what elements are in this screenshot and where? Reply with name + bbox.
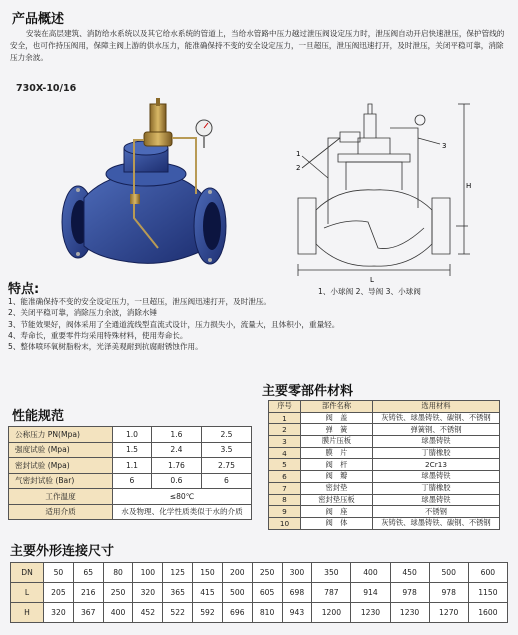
parts-table [268,400,500,530]
cell: 200 [222,563,252,583]
table-row [11,603,508,623]
cell: 810 [252,603,282,623]
cell: 300 [282,563,312,583]
cell: 3.5 [201,442,251,458]
cell: 球墨铸铁 [373,471,500,483]
cell: 696 [222,603,252,623]
cell: 2Cr13 [373,459,500,471]
performance-table [8,426,252,520]
cell: 216 [73,583,103,603]
cell: 2.4 [151,442,201,458]
cell: 522 [163,603,193,623]
cell: 1.5 [113,442,152,458]
row-label: 工作温度 [9,489,113,505]
cell: 密封垫压板 [301,494,373,506]
cell: 阀 杆 [301,459,373,471]
header-cell: 序号 [269,401,301,413]
cell: 500 [429,563,468,583]
cell: 320 [133,583,163,603]
row-label: L [11,583,44,603]
cell: 350 [312,563,351,583]
cell: 1 [269,412,301,424]
cell: 250 [252,563,282,583]
callout-1: 1 [296,150,301,158]
cell: 6 [269,471,301,483]
row-label: 密封试验 (Mpa) [9,458,113,474]
table-row [9,489,252,505]
cell: 1150 [468,583,507,603]
cell: 3 [269,436,301,448]
cell: 1.0 [113,427,152,443]
cell: 2.5 [201,427,251,443]
cell: 丁腈橡胶 [373,447,500,459]
cell: 球墨铸铁 [373,494,500,506]
cell: 943 [282,603,312,623]
table-row [269,517,500,529]
feature-item: 4、寿命长，重要零件均采用特殊材料，使用寿命长。 [8,330,188,340]
table-row [269,412,500,424]
cell: 1200 [312,603,351,623]
feature-item: 3、节能效果好，阀体采用了全通道流线型直流式设计，压力损失小，流量大，且体积小，重量轻。 [8,319,340,329]
cell: 1230 [390,603,429,623]
table-row [9,442,252,458]
cell: 1270 [429,603,468,623]
cell: 914 [351,583,390,603]
performance-title: 性能规范 [12,409,65,424]
cell: 6 [113,473,152,489]
cell: 密封垫 [301,482,373,494]
cell: 1230 [351,603,390,623]
cell: 8 [269,494,301,506]
cell: 5 [269,459,301,471]
dims-title: 主要外形连接尺寸 [10,544,115,559]
table-row [269,459,500,471]
cell: 1.1 [113,458,152,474]
cell: 592 [193,603,223,623]
cell: 阀 盖 [301,412,373,424]
drawing-caption: 1、小球阀 2、导阀 3、小球阀 [318,287,421,296]
cell: 10 [269,517,301,529]
table-row [269,424,500,436]
cell: 50 [44,563,74,583]
cell: 605 [252,583,282,603]
valve-photo [38,98,248,274]
feature-item: 2、关闭平稳可靠，消除压力余波，消除水锤 [8,308,158,318]
cell: 400 [103,603,133,623]
callout-3: 3 [442,142,447,150]
cell: 205 [44,583,74,603]
header-cell: 选用材料 [373,401,500,413]
dim-h-label: H [466,182,472,190]
cell: 100 [133,563,163,583]
parts-title: 主要零部件材料 [262,384,354,399]
cell: 膜片压板 [301,436,373,448]
cell: 250 [103,583,133,603]
cell: 400 [351,563,390,583]
cell: 500 [222,583,252,603]
table-row [269,482,500,494]
cell: 80 [103,563,133,583]
cell: 9 [269,506,301,518]
cell: 978 [390,583,429,603]
cell: 4 [269,447,301,459]
cell: 7 [269,482,301,494]
dims-table [10,562,508,623]
cell: 150 [193,563,223,583]
header-cell: 部件名称 [301,401,373,413]
cell: 600 [468,563,507,583]
cell: 450 [390,563,429,583]
cell: 367 [73,603,103,623]
cell: 弹 簧 [301,424,373,436]
cell: 1.6 [151,427,201,443]
table-row [269,494,500,506]
cell: 1600 [468,603,507,623]
features-title: 特点: [8,282,40,297]
cell: 膜 片 [301,447,373,459]
intro-text: 安装在高层建筑、消防给水系统以及其它给水系统的管道上，当给水管路中压力越过泄压阀设定压力时，泄压阀自动开启快速泄压，保护管线的安全，也可作持压阀用，保障主阀上游的供水压力，能准确保持不变的安全设定压力，一旦超压，泄压阀迅速打开，及时泄压，关闭平稳可靠，消除压力余波。 [10,29,505,62]
table-row [9,504,252,520]
cell: 2.75 [201,458,251,474]
row-label: H [11,603,44,623]
cell: ≤80℃ [113,489,252,505]
cell: 1.76 [151,458,201,474]
cell: 灰铸铁、球墨铸铁、碳钢、不锈钢 [373,517,500,529]
dim-l-label: L [370,276,374,284]
table-row [9,458,252,474]
row-label: DN [11,563,44,583]
model-number: 730X-10/16 [16,83,77,94]
cell: 6 [201,473,251,489]
table-row [9,473,252,489]
feature-item: 1、能准确保持不变的安全设定压力，一旦超压，泄压阀迅速打开，及时泄压。 [8,297,272,306]
callout-2: 2 [296,164,301,172]
table-row [11,583,508,603]
row-label: 适用介质 [9,504,113,520]
cell: 阀 体 [301,517,373,529]
cell: 水及物理、化学性质类似于水的介质 [113,504,252,520]
cell: 不锈钢 [373,506,500,518]
cell: 丁腈橡胶 [373,482,500,494]
cell: 阀 瓣 [301,471,373,483]
intro-title: 产品概述 [12,12,65,27]
table-row [269,447,500,459]
table-row [269,506,500,518]
cell: 2 [269,424,301,436]
cell: 452 [133,603,163,623]
cell: 灰铸铁、球墨铸铁、碳钢、不锈钢 [373,412,500,424]
cell: 125 [163,563,193,583]
row-label: 强度试验 (Mpa) [9,442,113,458]
cell: 978 [429,583,468,603]
valve-drawing [268,98,478,286]
features-list [8,296,428,352]
cell: 弹簧钢、不锈钢 [373,424,500,436]
table-row [11,563,508,583]
feature-item: 5、整体喷环氧树脂粉末，光泽美观耐到抗腐耐锈蚀作用。 [8,342,203,352]
cell: 球墨铸铁 [373,436,500,448]
cell: 320 [44,603,74,623]
cell: 65 [73,563,103,583]
cell: 阀 座 [301,506,373,518]
row-label: 公称压力 PN(Mpa) [9,427,113,443]
table-row [269,436,500,448]
cell: 0.6 [151,473,201,489]
cell: 365 [163,583,193,603]
table-header [269,401,500,413]
row-label: 气密封试验 (Bar) [9,473,113,489]
cell: 787 [312,583,351,603]
cell: 698 [282,583,312,603]
table-row [269,471,500,483]
table-row [9,427,252,443]
cell: 415 [193,583,223,603]
